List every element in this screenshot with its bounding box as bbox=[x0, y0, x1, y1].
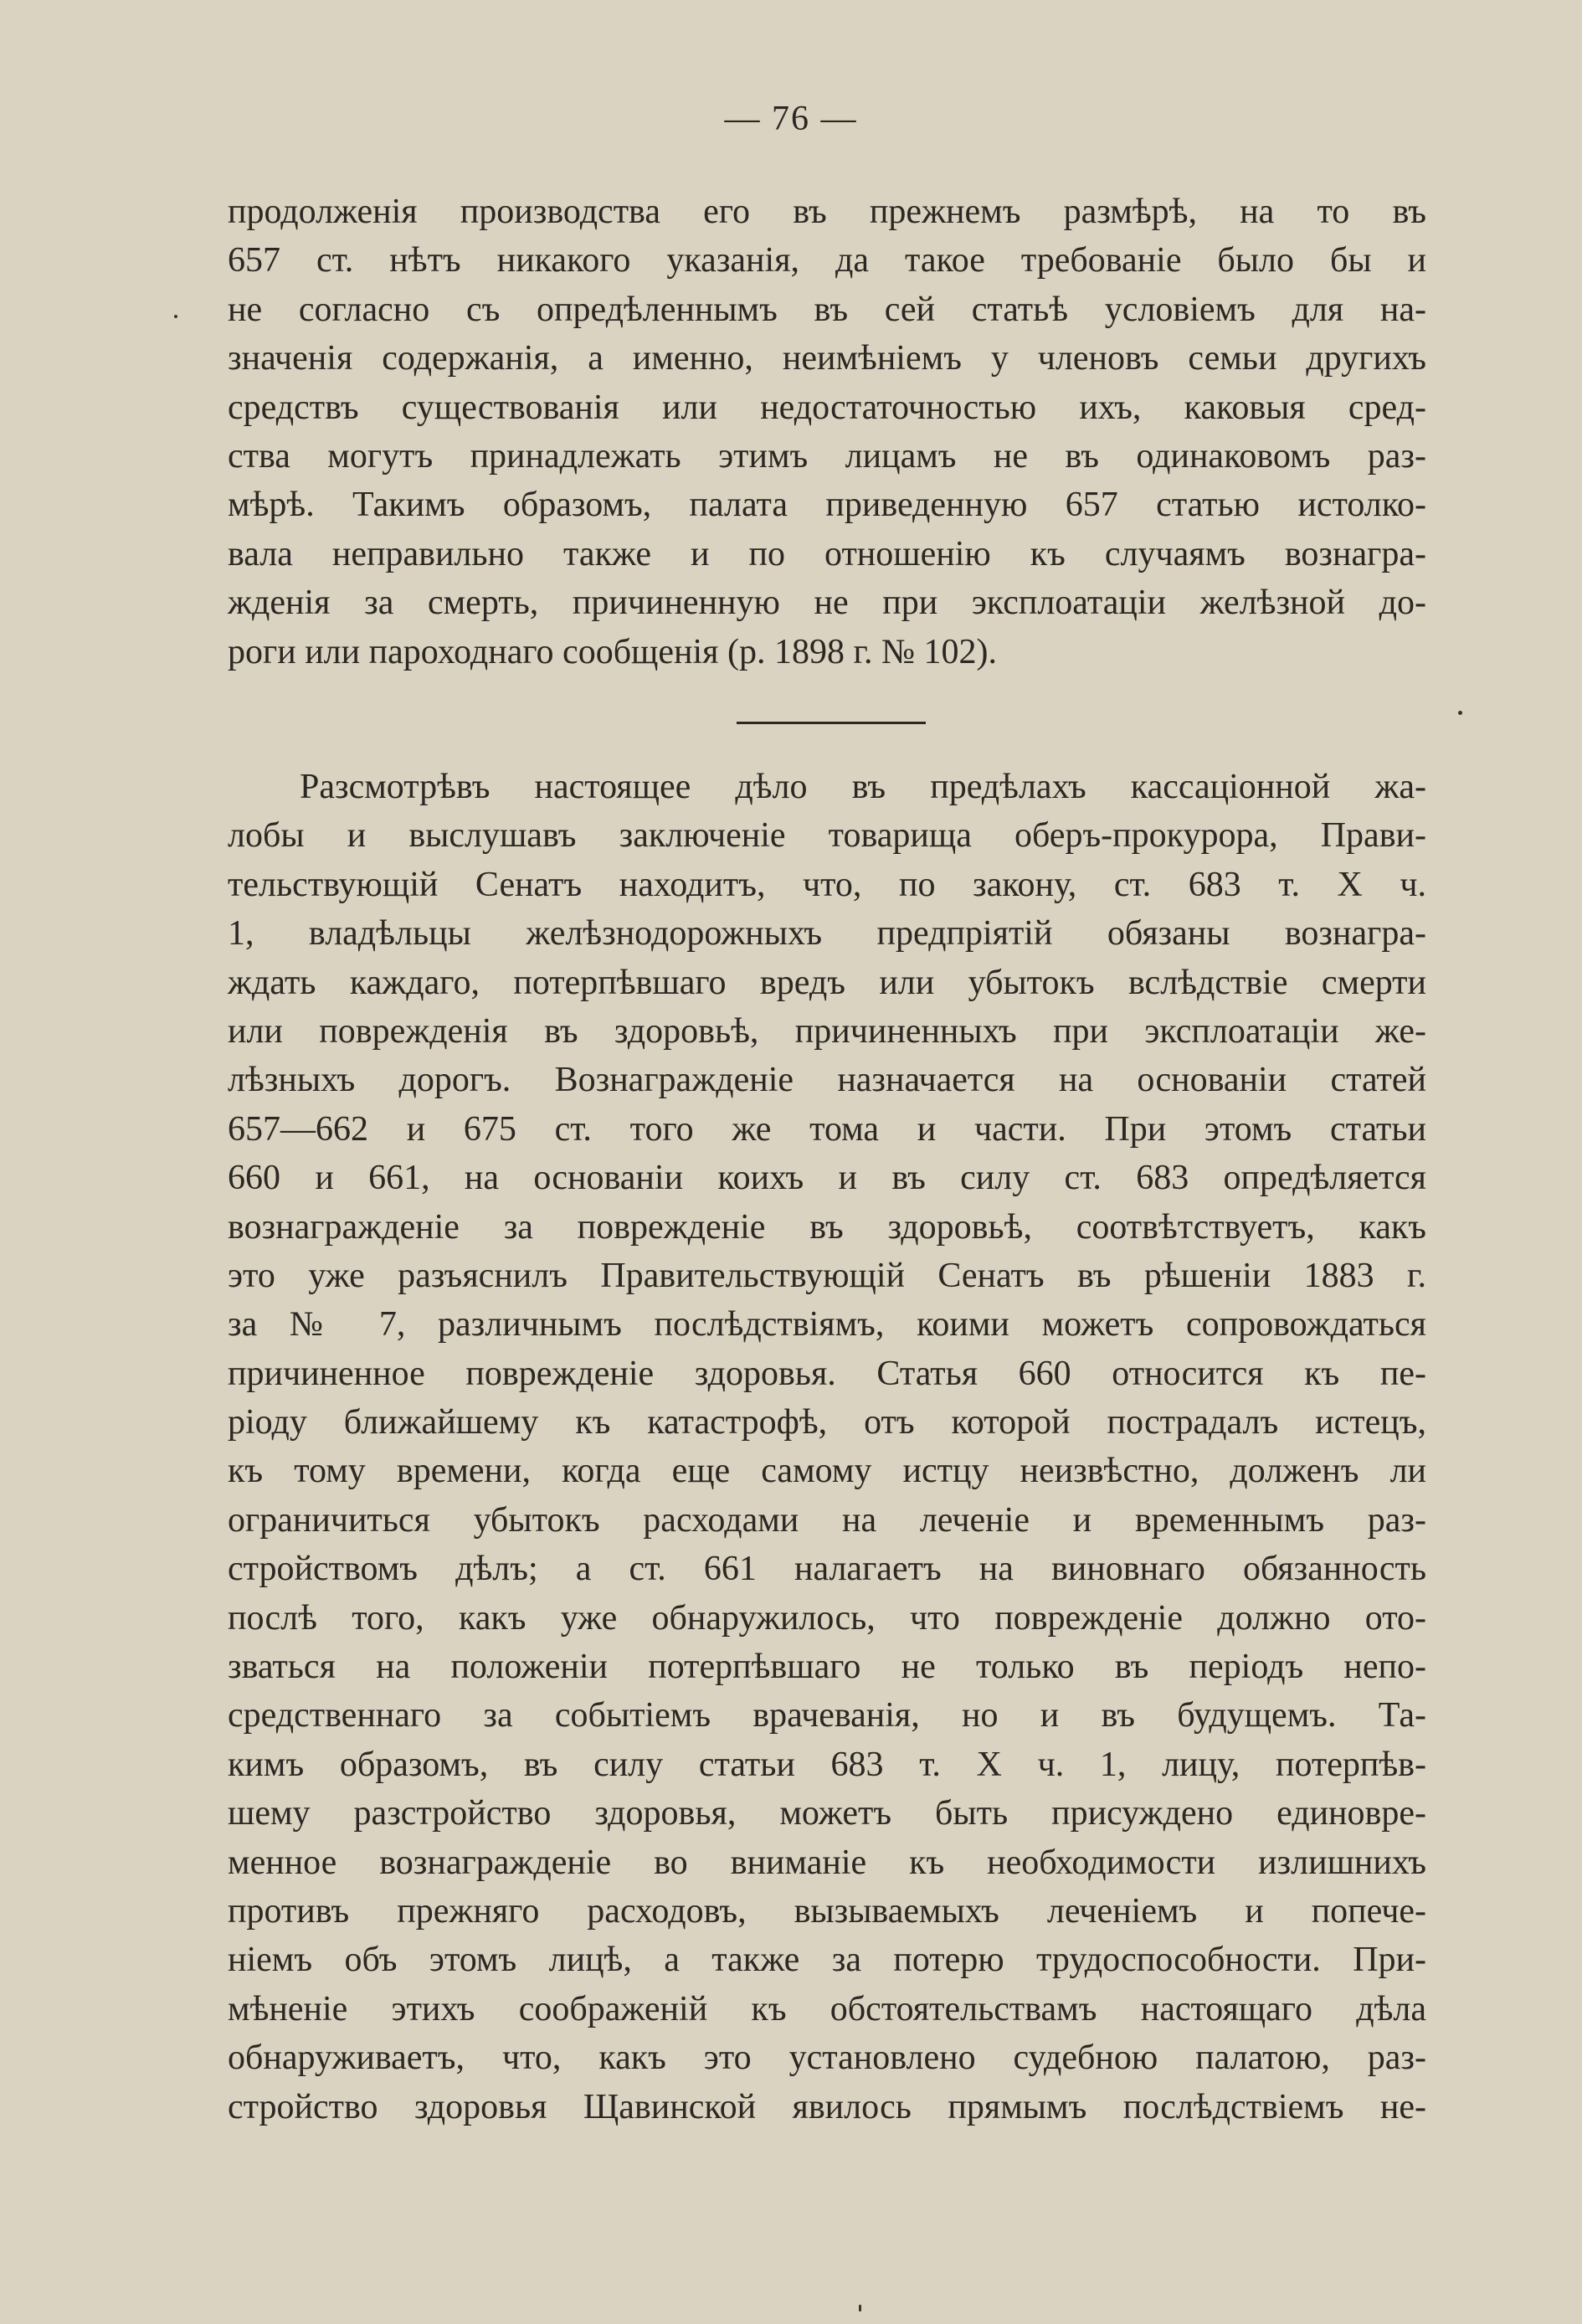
text-line: ждать каждаго, потерпѣвшаго вредъ или убытокъ вслѣдствіе смерти bbox=[228, 963, 1426, 1002]
text-line: роги или пароходнаго сообщенія (р. 1898 г. № 102). bbox=[228, 632, 998, 671]
text-line: стройство здоровья Щавинской явилось прямымъ послѣдствіемъ не- bbox=[228, 2087, 1426, 2126]
text-line: кимъ образомъ, въ силу статьи 683 т. X ч. 1, лицу, потерпѣв- bbox=[228, 1745, 1426, 1784]
paragraph-ruling bbox=[228, 763, 1426, 2131]
text-line: ніемъ объ этомъ лицѣ, а также за потерю трудоспособности. При- bbox=[228, 1941, 1426, 1980]
text-line: или поврежденія въ здоровьѣ, причиненныхъ при эксплоатаціи же- bbox=[228, 1011, 1426, 1051]
text-line: противъ прежняго расходовъ, вызываемыхъ леченіемъ и попече- bbox=[228, 1891, 1426, 1931]
text-line: мѣрѣ. Такимъ образомъ, палата приведенную 657 статью истолко- bbox=[228, 486, 1426, 525]
paragraph-continuation bbox=[228, 188, 1426, 676]
print-speck bbox=[174, 315, 177, 318]
text-line: ріоду ближайшему къ катастрофѣ, отъ которой пострадалъ истецъ, bbox=[228, 1403, 1426, 1442]
text-line: за № 7, различнымъ послѣдствіямъ, коими можетъ сопровождаться bbox=[228, 1305, 1426, 1345]
text-line: зваться на положеніи потерпѣвшаго не только въ періодъ непо- bbox=[228, 1648, 1426, 1687]
text-line: къ тому времени, когда еще самому истцу неизвѣстно, долженъ ли bbox=[228, 1452, 1426, 1491]
text-line: значенія содержанія, а именно, неимѣніемъ у членовъ семьи другихъ bbox=[228, 339, 1426, 378]
text-line: продолженія производства его въ прежнемъ размѣрѣ, на то въ bbox=[228, 193, 1426, 231]
section-divider bbox=[737, 722, 926, 724]
text-line: Разсмотрѣвъ настоящее дѣло въ предѣлахъ кассаціонной жа- bbox=[300, 768, 1426, 806]
print-speck bbox=[859, 2305, 861, 2311]
text-line: жденія за смерть, причиненную не при эксплоатаціи желѣзной до- bbox=[228, 584, 1426, 623]
page-number: — 76 — bbox=[724, 100, 858, 138]
text-line: вознагражденіе за поврежденіе въ здоровьѣ, соотвѣтствуетъ, какъ bbox=[228, 1207, 1426, 1247]
text-line: обнаруживаетъ, что, какъ это установлено судебною палатою, раз- bbox=[228, 2039, 1426, 2078]
text-line: ограничиться убытокъ расходами на леченіе и временнымъ раз- bbox=[228, 1500, 1426, 1540]
text-line: средственнаго за событіемъ врачеванія, но и въ будущемъ. Та- bbox=[228, 1696, 1426, 1735]
text-line: тельствующій Сенатъ находитъ, что, по закону, ст. 683 т. X ч. bbox=[228, 865, 1426, 904]
text-line: мѣненіе этихъ соображеній къ обстоятельствамъ настоящаго дѣла bbox=[228, 1989, 1426, 2028]
text-line: лобы и выслушавъ заключеніе товарища оберъ-прокурора, Прави- bbox=[228, 816, 1426, 856]
text-line: стройствомъ дѣлъ; а ст. 661 налагаетъ на виновнаго обязанность bbox=[228, 1550, 1426, 1589]
text-line: менное вознагражденіе во вниманіе къ необходимости излишнихъ bbox=[228, 1843, 1426, 1882]
text-line: 1, владѣльцы желѣзнодорожныхъ предпріятій обязаны вознагра- bbox=[228, 914, 1426, 954]
text-line: вала неправильно также и по отношенію къ случаямъ вознагра- bbox=[228, 534, 1426, 573]
text-line: средствъ существованія или недостаточностью ихъ, каковыя сред- bbox=[228, 388, 1426, 427]
text-line: ства могутъ принадлежать этимъ лицамъ не въ одинаковомъ раз- bbox=[228, 436, 1426, 476]
text-line: 657 ст. нѣтъ никакого указанія, да такое требованіе было бы и bbox=[228, 241, 1426, 280]
text-line: причиненное поврежденіе здоровья. Статья 660 относится къ пе- bbox=[228, 1354, 1426, 1393]
text-line: не согласно съ опредѣленнымъ въ сей статьѣ условіемъ для на- bbox=[228, 290, 1426, 329]
print-speck bbox=[1458, 711, 1462, 715]
text-line: 657—662 и 675 ст. того же тома и части. При этомъ статьи bbox=[228, 1109, 1426, 1149]
text-line: это уже разъяснилъ Правительствующій Сенатъ въ рѣшеніи 1883 г. bbox=[228, 1256, 1426, 1295]
text-line: послѣ того, какъ уже обнаружилось, что поврежденіе должно ото- bbox=[228, 1598, 1426, 1638]
text-line: шему разстройство здоровья, можетъ быть присуждено единовре- bbox=[228, 1794, 1426, 1833]
text-line: 660 и 661, на основаніи коихъ и въ силу ст. 683 опредѣляется bbox=[228, 1159, 1426, 1198]
text-line: лѣзныхъ дорогъ. Вознагражденіе назначается на основаніи статей bbox=[228, 1061, 1426, 1100]
